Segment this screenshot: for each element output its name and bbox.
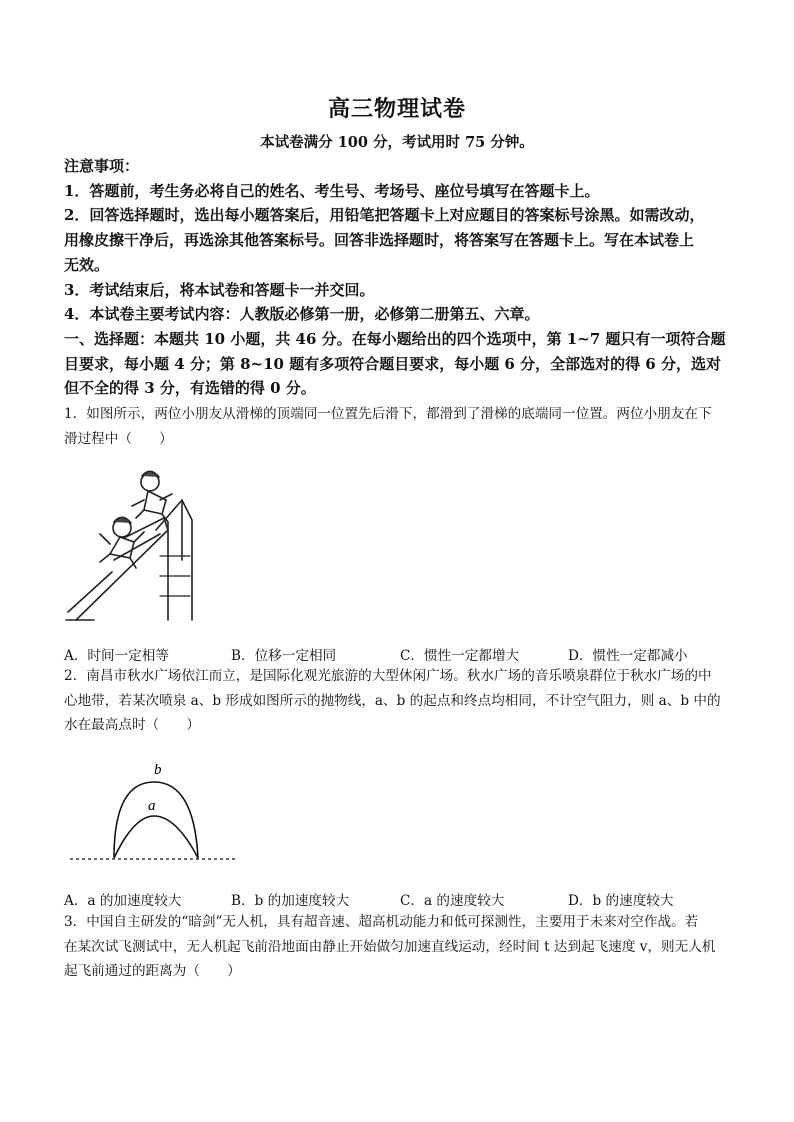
section-heading-line: 目要求，每小题 4 分；第 8~10 题有多项符合题目要求，每小题 6 分，全部选对的得 6 分，选对 bbox=[64, 354, 721, 373]
section-heading-line: 但不全的得 3 分，有选错的得 0 分。 bbox=[64, 379, 316, 398]
note-line: 1．答题前，考生务必将自己的姓名、考生号、考场号、座位号填写在答题卡上。 bbox=[64, 181, 600, 200]
parabola-a bbox=[114, 816, 198, 858]
exam-title: 高三物理试卷 bbox=[327, 96, 466, 122]
note-line: 无效。 bbox=[64, 255, 110, 274]
option-b[interactable]: B．b 的加速度较大 bbox=[231, 893, 350, 909]
question-line: 起飞前通过的距离为（ ） bbox=[64, 963, 241, 980]
option-d[interactable]: D．惯性一定都减小 bbox=[568, 648, 688, 664]
option-d[interactable]: D．b 的速度较大 bbox=[568, 893, 674, 909]
option-c[interactable]: C．a 的速度较大 bbox=[400, 893, 505, 909]
option-b[interactable]: B．位移一定相同 bbox=[231, 648, 337, 664]
question-line: 水在最高点时（ ） bbox=[64, 717, 200, 734]
label-a: a bbox=[148, 798, 156, 814]
option-a[interactable]: A．时间一定相等 bbox=[64, 648, 169, 664]
option-c[interactable]: C．惯性一定都增大 bbox=[400, 648, 520, 664]
question-line: 滑过程中（ ） bbox=[64, 430, 173, 447]
question-line: 3．中国自主研发的“暗剑”无人机，具有超音速、超高机动能力和低可探测性，主要用于未来对空作战。若 bbox=[64, 914, 699, 930]
question-line: 1．如图所示，两位小朋友从滑梯的顶端同一位置先后滑下，都滑到了滑梯的底端同一位置。两位小朋友在下 bbox=[64, 406, 712, 422]
question-line: 在某次试飞测试中，无人机起飞前沿地面由静止开始做匀加速直线运动，经时间 t 达到起飞速度 v，则无人机 bbox=[64, 938, 716, 955]
note-line: 4．本试卷主要考试内容：人教版必修第一册，必修第二册第五、六章。 bbox=[64, 305, 540, 324]
notes-section bbox=[64, 154, 732, 401]
slide-illustration bbox=[64, 460, 204, 628]
label-b: b bbox=[154, 762, 162, 778]
question-3-stem bbox=[64, 910, 734, 984]
note-line: 3．考试结束后，将本试卷和答题卡一并交回。 bbox=[64, 280, 375, 299]
option-a[interactable]: A．a 的加速度较大 bbox=[64, 893, 182, 909]
question-line: 心地带，若某次喷泉 a、b 形成如图所示的抛物线，a、b 的起点和终点均相同，不计空气阻力，则 a、b 中的 bbox=[64, 692, 721, 709]
note-line: 2．回答选择题时，选出每小题答案后，用铅笔把答题卡上对应题目的答案标号涂黑。如需改动， bbox=[64, 206, 705, 225]
question-2-stem bbox=[64, 664, 734, 738]
question-1-stem bbox=[64, 402, 734, 451]
exam-subtitle: 本试卷满分 100 分，考试用时 75 分钟。 bbox=[260, 134, 534, 151]
section-heading-line: 一、选择题：本题共 10 小题，共 46 分。在每小题给出的四个选项中，第 1~7 题只有一项符合题 bbox=[64, 329, 726, 348]
note-line: 用橡皮擦干净后，再选涂其他答案标号。回答非选择题时，将答案写在答题卡上。写在本试卷上 bbox=[64, 231, 695, 250]
question-line: 2．南昌市秋水广场依江而立，是国际化观光旅游的大型休闲广场。秋水广场的音乐喷泉群位于秋水广场的中 bbox=[64, 668, 712, 684]
notes-heading: 注意事项： bbox=[64, 157, 140, 175]
parabola-b bbox=[114, 782, 198, 858]
fountain-parabola-figure bbox=[64, 752, 240, 872]
